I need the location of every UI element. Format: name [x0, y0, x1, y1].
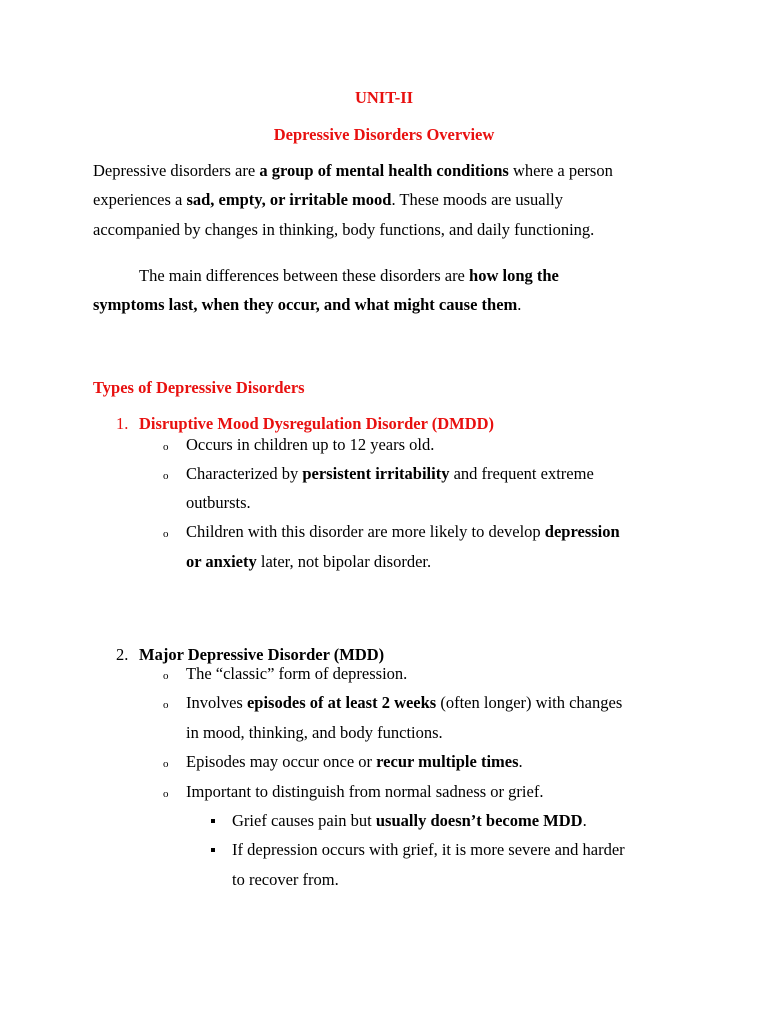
types-heading: Types of Depressive Disorders: [93, 378, 305, 397]
dmdd-bullet-3-line-1: Children with this disorder are more likely to develop depression: [186, 522, 620, 541]
intro-line-1: Depressive disorders are a group of mental health conditions where a person: [93, 161, 613, 180]
mdd-title: Major Depressive Disorder (MDD): [139, 645, 385, 664]
mdd-bullet-2-line-2: in mood, thinking, and body functions.: [186, 723, 443, 742]
mdd-sub-bullet-1: Grief causes pain but usually doesn’t become MDD.: [232, 811, 587, 830]
mdd-bullet-1: The “classic” form of depression.: [186, 664, 408, 683]
dmdd-number: 1.: [116, 414, 129, 433]
mdd-bullet-2-line-1: Involves episodes of at least 2 weeks (often longer) with changes: [186, 693, 623, 712]
overview-title: Depressive Disorders Overview: [273, 125, 495, 144]
mdd-bullet-3: Episodes may occur once or recur multiple times.: [186, 752, 523, 771]
mdd-sub-bullet-2-line-2: to recover from.: [232, 870, 339, 889]
dmdd-bullet-2-marker: o: [163, 470, 169, 482]
mdd-bullet-3-marker: o: [163, 758, 169, 770]
dmdd-bullet-1-marker: o: [163, 441, 169, 453]
intro-line-2: experiences a sad, empty, or irritable mood. These moods are usually: [93, 190, 564, 209]
dmdd-bullet-1: Occurs in children up to 12 years old.: [186, 435, 435, 454]
dmdd-bullet-3-line-2: or anxiety later, not bipolar disorder.: [186, 552, 432, 571]
differences-line-1: The main differences between these disorders are how long the: [139, 266, 559, 285]
dmdd-bullet-2-line-2: outbursts.: [186, 493, 251, 512]
mdd-sub-bullet-2-line-1: If depression occurs with grief, it is more severe and harder: [232, 840, 625, 859]
dmdd-bullet-2-line-1: Characterized by persistent irritability and frequent extreme: [186, 464, 594, 483]
mdd-bullet-4: Important to distinguish from normal sadness or grief.: [186, 782, 544, 801]
mdd-bullet-2-marker: o: [163, 699, 169, 711]
mdd-bullet-4-marker: o: [163, 788, 169, 800]
square-bullet-icon: [211, 848, 215, 852]
mdd-number: 2.: [116, 645, 129, 664]
unit-heading: UNIT-II: [354, 88, 414, 107]
dmdd-title: Disruptive Mood Dysregulation Disorder (DMDD): [139, 414, 495, 433]
intro-line-3: accompanied by changes in thinking, body functions, and daily functioning.: [93, 220, 595, 239]
differences-line-2: symptoms last, when they occur, and what might cause them.: [93, 295, 522, 314]
square-bullet-icon: [211, 819, 215, 823]
mdd-bullet-1-marker: o: [163, 670, 169, 682]
dmdd-bullet-3-marker: o: [163, 528, 169, 540]
